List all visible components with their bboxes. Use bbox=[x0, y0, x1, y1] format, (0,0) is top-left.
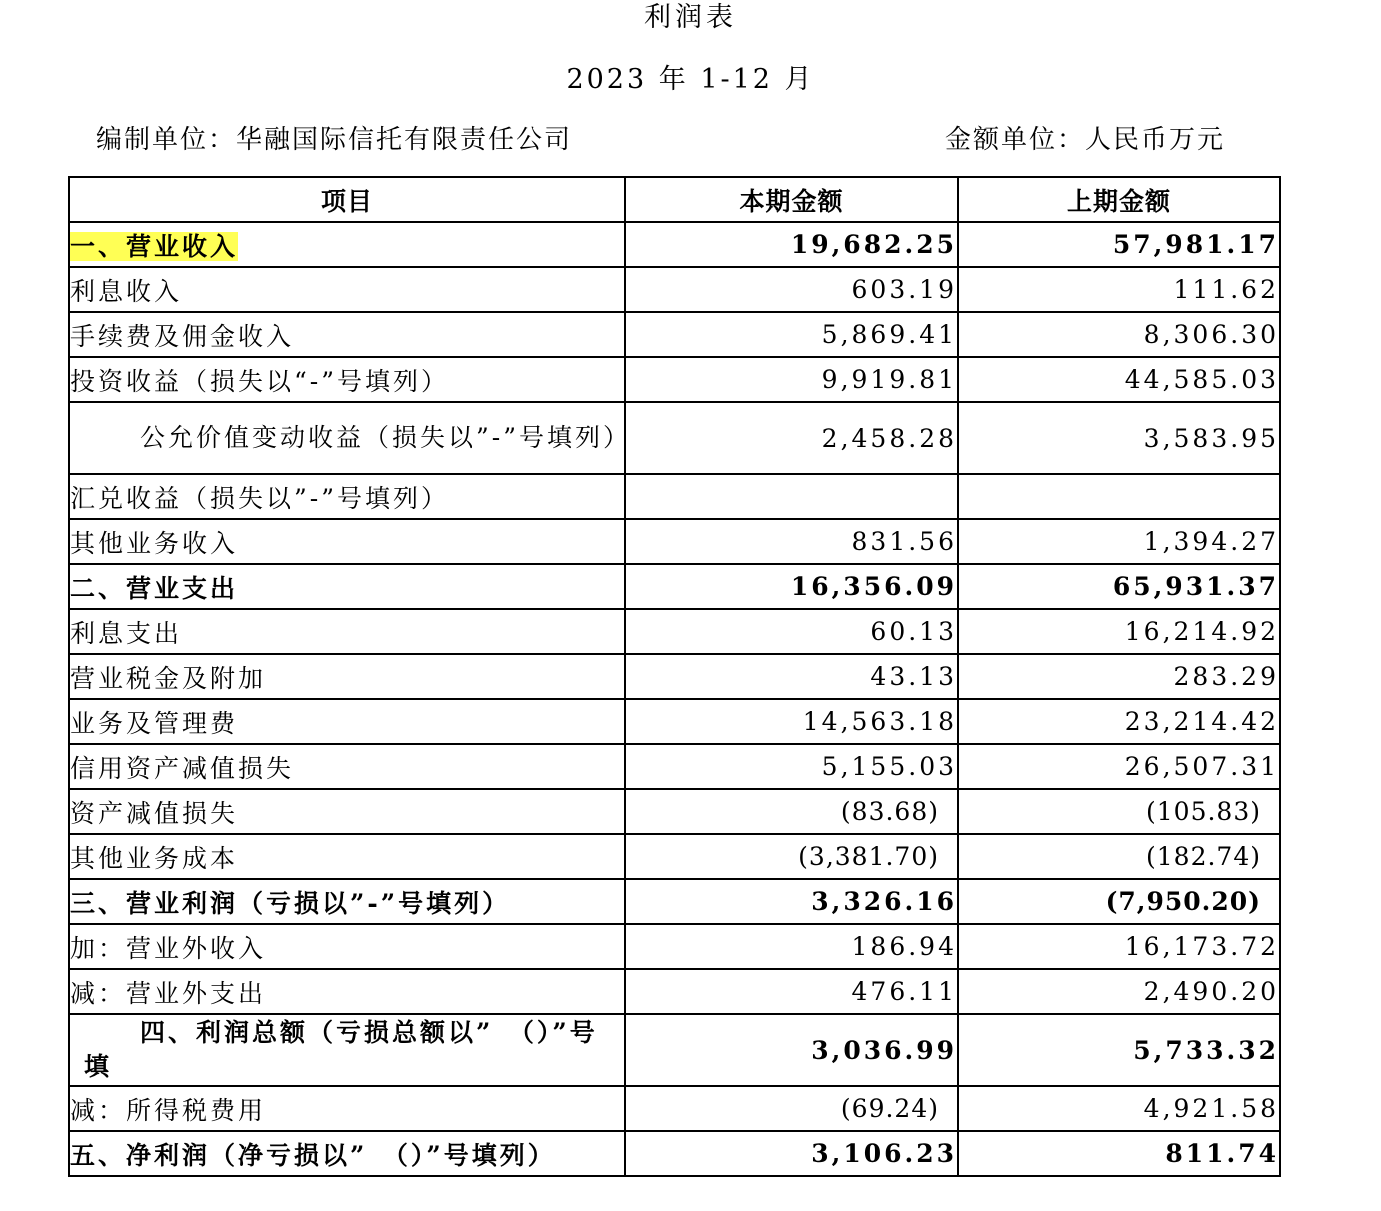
table-header-row bbox=[69, 177, 1280, 222]
row-item: 四、利润总额（亏损总额以” （）”号填 bbox=[69, 1014, 625, 1086]
row-item: 投资收益（损失以“-”号填列） bbox=[69, 357, 625, 402]
row-current: 3,036.99 bbox=[625, 1014, 958, 1086]
row-previous: 44,585.03 bbox=[958, 357, 1280, 402]
statement-title: 利润表 bbox=[644, 2, 737, 33]
row-item: 五、净利润（净亏损以” （）”号填列） bbox=[69, 1131, 625, 1176]
table-row bbox=[69, 744, 1280, 789]
row-current: 43.13 bbox=[625, 654, 958, 699]
operating-revenue-label: 一、营业收入 bbox=[70, 231, 239, 261]
table-row bbox=[69, 789, 1280, 834]
row-current: 5,869.41 bbox=[625, 312, 958, 357]
table-row bbox=[69, 357, 1280, 402]
table-row bbox=[69, 969, 1280, 1014]
table-row bbox=[69, 1086, 1280, 1131]
row-item bbox=[69, 222, 625, 267]
row-item: 减：所得税费用 bbox=[69, 1086, 625, 1131]
row-item: 手续费及佣金收入 bbox=[69, 312, 625, 357]
row-previous: (105.83) bbox=[958, 789, 1280, 834]
row-previous: 283.29 bbox=[958, 654, 1280, 699]
row-current: 603.19 bbox=[625, 267, 958, 312]
row-previous: (182.74) bbox=[958, 834, 1280, 879]
table-row bbox=[69, 1131, 1280, 1176]
table-row bbox=[69, 474, 1280, 519]
row-current: 3,326.16 bbox=[625, 879, 958, 924]
row-current: 3,106.23 bbox=[625, 1131, 958, 1176]
row-previous: 5,733.32 bbox=[958, 1014, 1280, 1086]
row-item: 资产减值损失 bbox=[69, 789, 625, 834]
row-current: 831.56 bbox=[625, 519, 958, 564]
row-previous: 8,306.30 bbox=[958, 312, 1280, 357]
preparing-company: 编制单位：华融国际信托有限责任公司 bbox=[96, 125, 573, 155]
row-current: 19,682.25 bbox=[625, 222, 958, 267]
statement-period: 2023 年 1-12 月 bbox=[566, 64, 815, 95]
row-previous: 811.74 bbox=[958, 1131, 1280, 1176]
row-item: 减：营业外支出 bbox=[69, 969, 625, 1014]
row-item: 加：营业外收入 bbox=[69, 924, 625, 969]
row-current: (3,381.70) bbox=[625, 834, 958, 879]
row-current: 186.94 bbox=[625, 924, 958, 969]
row-item: 利息收入 bbox=[69, 267, 625, 312]
table-row bbox=[69, 1014, 1280, 1086]
table-row bbox=[69, 609, 1280, 654]
row-previous: 65,931.37 bbox=[958, 564, 1280, 609]
row-item: 其他业务成本 bbox=[69, 834, 625, 879]
row-current: (69.24) bbox=[625, 1086, 958, 1131]
row-previous: 57,981.17 bbox=[958, 222, 1280, 267]
table-row bbox=[69, 402, 1280, 474]
row-previous: 1,394.27 bbox=[958, 519, 1280, 564]
row-previous: 4,921.58 bbox=[958, 1086, 1280, 1131]
row-previous: 16,173.72 bbox=[958, 924, 1280, 969]
table-row bbox=[69, 834, 1280, 879]
row-current: 476.11 bbox=[625, 969, 958, 1014]
row-current: 9,919.81 bbox=[625, 357, 958, 402]
income-statement-table bbox=[68, 176, 1281, 1177]
row-item: 信用资产减值损失 bbox=[69, 744, 625, 789]
row-item: 其他业务收入 bbox=[69, 519, 625, 564]
row-item: 利息支出 bbox=[69, 609, 625, 654]
row-current: 2,458.28 bbox=[625, 402, 958, 474]
currency-unit: 金额单位：人民币万元 bbox=[944, 125, 1225, 155]
row-current: 60.13 bbox=[625, 609, 958, 654]
table-row bbox=[69, 564, 1280, 609]
table-row bbox=[69, 312, 1280, 357]
row-current: 16,356.09 bbox=[625, 564, 958, 609]
table-row bbox=[69, 699, 1280, 744]
header-current-period: 本期金额 bbox=[625, 177, 958, 222]
row-item: 三、营业利润（亏损以”-”号填列） bbox=[69, 879, 625, 924]
row-current: 14,563.18 bbox=[625, 699, 958, 744]
row-previous: 111.62 bbox=[958, 267, 1280, 312]
row-previous: 3,583.95 bbox=[958, 402, 1280, 474]
row-previous: 2,490.20 bbox=[958, 969, 1280, 1014]
row-item: 业务及管理费 bbox=[69, 699, 625, 744]
row-previous: 23,214.42 bbox=[958, 699, 1280, 744]
row-previous bbox=[958, 474, 1280, 519]
row-previous: 16,214.92 bbox=[958, 609, 1280, 654]
header-item: 项目 bbox=[69, 177, 625, 222]
row-current bbox=[625, 474, 958, 519]
table-row bbox=[69, 879, 1280, 924]
row-previous: (7,950.20) bbox=[958, 879, 1280, 924]
row-item: 汇兑收益（损失以”-”号填列） bbox=[69, 474, 625, 519]
row-item: 营业税金及附加 bbox=[69, 654, 625, 699]
row-previous: 26,507.31 bbox=[958, 744, 1280, 789]
table-row bbox=[69, 924, 1280, 969]
row-current: (83.68) bbox=[625, 789, 958, 834]
table-row bbox=[69, 222, 1280, 267]
table-row bbox=[69, 654, 1280, 699]
header-previous-period: 上期金额 bbox=[958, 177, 1280, 222]
table-row bbox=[69, 519, 1280, 564]
table-row bbox=[69, 267, 1280, 312]
row-item: 二、营业支出 bbox=[69, 564, 625, 609]
row-current: 5,155.03 bbox=[625, 744, 958, 789]
row-item: 公允价值变动收益（损失以”-”号填列） bbox=[69, 402, 625, 474]
